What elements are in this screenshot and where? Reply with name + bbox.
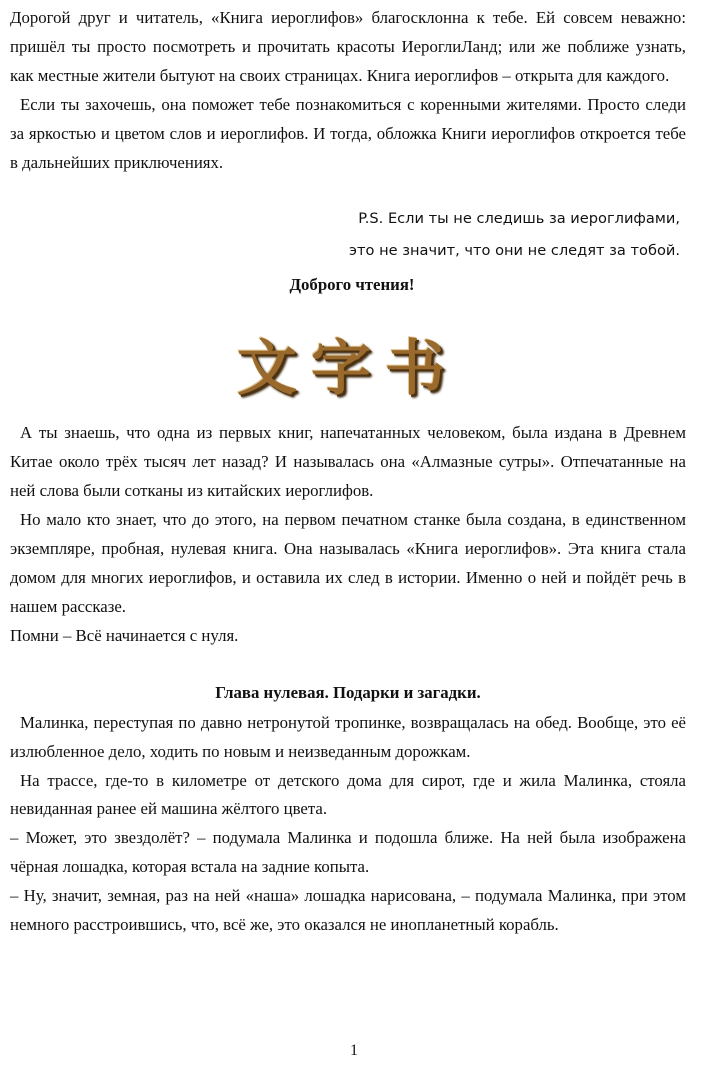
hanzi-char-shu: 书 — [385, 334, 459, 405]
postscript-line-1: P.S. Если ты не следишь за иероглифами, — [358, 210, 680, 228]
hanzi-char-zi: 字 — [311, 334, 385, 405]
story-paragraph-2: Но мало кто знает, что до этого, на первом печатном станке была создана, в единственном экземпляре, пробная, нулевая книга. Она называлась «Книга иероглифов». Эта книга стала домом для многих иероглифов, и оставила их след в истории. Именно о ней и пойдёт речь в нашем рассказе. — [10, 510, 686, 616]
chapter-paragraph-2: На трассе, где-то в километре от детского дома для сирот, где и жила Малинка, стояла невиданная ранее ей машина жёлтого цвета. — [10, 770, 686, 819]
story-paragraph-3: Помни – Всё начинается с нуля. — [10, 625, 239, 645]
postscript — [10, 203, 686, 267]
hanzi-char-wen: 文 — [237, 334, 311, 405]
document-page — [10, 4, 686, 940]
chapter-title: Глава нулевая. Подарки и загадки. — [215, 682, 481, 702]
chapter-paragraph-3: – Может, это звездолёт? – подумала Малинка и подошла ближе. На ней была изображена чёрная лошадка, которая встала на задние копыта. — [10, 828, 686, 877]
hanzi-title — [10, 329, 686, 419]
greeting: Доброго чтения! — [289, 275, 415, 295]
story-paragraph-1: А ты знаешь, что одна из первых книг, напечатанных человеком, была издана в Древнем Китае около трёх тысяч лет назад? И называлась она «Алмазные сутры». Отпечатанные на ней слова были сотканы из китайских иероглифов. — [10, 423, 686, 501]
page-number: 1 — [350, 1042, 358, 1059]
postscript-line-2: это не значит, что они не следят за тобой. — [349, 242, 680, 260]
chapter-paragraph-4: – Ну, значит, земная, раз на ней «наша» лошадка нарисована, – подумала Малинка, при этом немного расстроившись, что, всё же, это оказался не инопланетный корабль. — [10, 886, 686, 935]
intro-paragraph-1: Дорогой друг и читатель, «Книга иероглифов» благосклонна к тебе. Ей совсем неважно: пришёл ты просто посмотреть и прочитать красоты ИероглиЛанд; или же поближе узнать, как местные жители бытуют на своих страницах. Книга иероглифов – открыта для каждого. — [10, 8, 686, 85]
chapter-paragraph-1: Малинка, переступая по давно нетронутой тропинке, возвращалась на обед. Вообще, это её излюбленное дело, ходить по новым и неизведанным дорожкам. — [10, 712, 686, 761]
intro-paragraph-2: Если ты захочешь, она поможет тебе познакомиться с коренными жителями. Просто следи за яркостью и цветом слов и иероглифов. И тогда, обложка Книги иероглифов откроется тебе в дальнейших приключениях. — [10, 94, 686, 172]
